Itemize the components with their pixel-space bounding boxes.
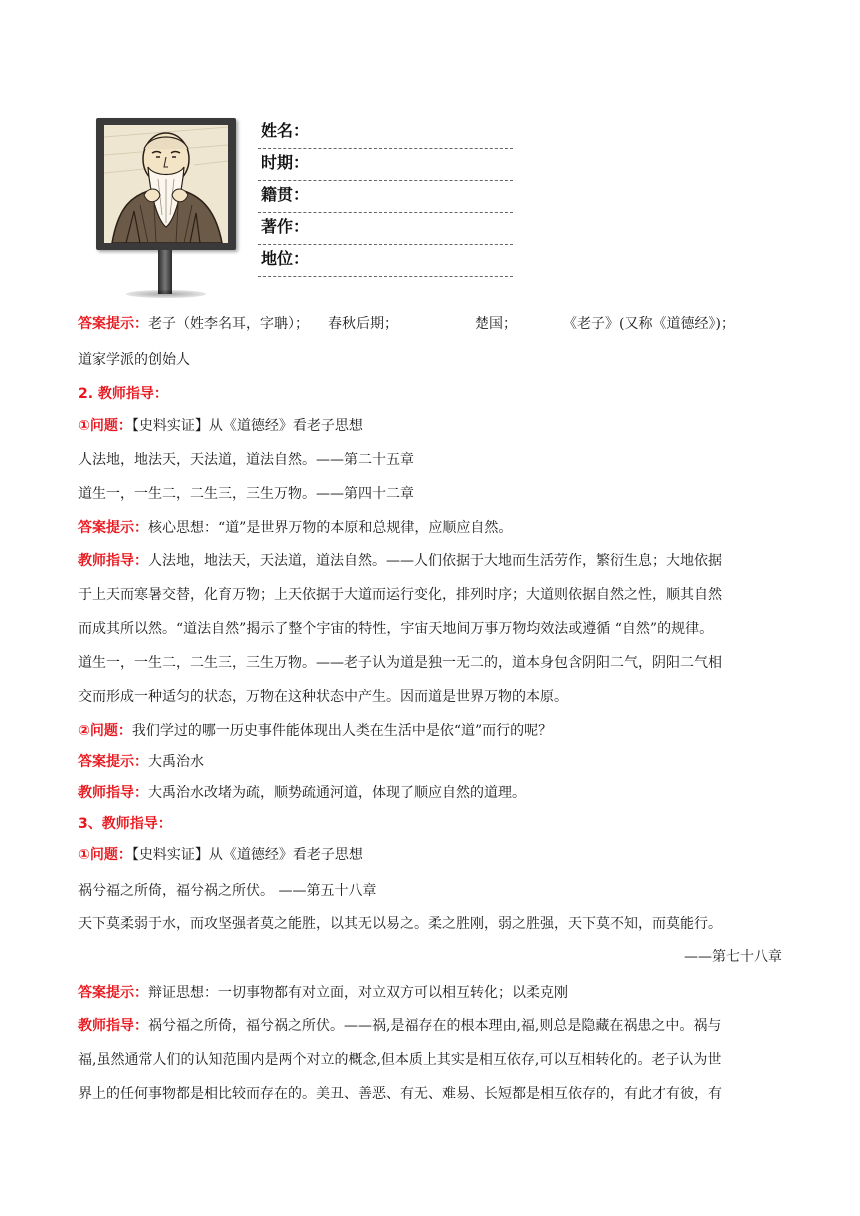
section3-answer1 <box>78 983 568 1003</box>
section3-quote2: 天下莫柔弱于水，而攻坚强者莫之能胜，以其无以易之。柔之胜刚，弱之胜强，天下莫不知，而莫能行。 <box>78 916 722 932</box>
guidance-text: 人法地，地法天，天法道，道法自然。——人们依据于大地而生活劳作，繁衍生息；大地依据 <box>148 553 722 569</box>
sign-base-shadow <box>126 290 206 298</box>
question-text: 【史料实证】从《道德经》看老子思想 <box>131 418 363 434</box>
section2-question1 <box>78 416 363 436</box>
answer-label: 答案提示： <box>78 520 148 536</box>
answer-name: 老子（姓李名耳，字聃）； <box>148 316 309 332</box>
section2-quote1: 人法地，地法天，天法道，道法自然。——第二十五章 <box>78 452 414 468</box>
guidance-text: 大禹治水改堵为疏，顺势疏通河道，体现了顺应自然的道理。 <box>148 785 526 801</box>
guidance-text: 祸兮福之所倚，福兮祸之所伏。——祸,是福存在的根本理由,福,则总是隐藏在祸患之中。祸与 <box>148 1018 722 1034</box>
laozi-portrait-image <box>104 125 228 243</box>
field-status: 地位： <box>258 245 513 277</box>
section2-answer1 <box>78 518 512 538</box>
section2-answer2 <box>78 752 204 772</box>
section3-guidance1-line1 <box>78 1016 721 1036</box>
section2-guidance2 <box>78 783 526 803</box>
section2-guidance1-line3: 而成其所以然。“道法自然”揭示了整个宇宙的特性，宇宙天地间万事万物均效法或遵循 “自然”的规律。 <box>78 621 714 637</box>
question-text: 我们学过的哪一历史事件能体现出人类在生活中是依“道”而行的呢？ <box>131 723 553 739</box>
section3-question1 <box>78 845 363 865</box>
answer-status: 道家学派的创始人 <box>78 352 190 368</box>
question-label: ①问题： <box>78 847 132 863</box>
guidance-label: 教师指导： <box>78 553 148 569</box>
section2-question2 <box>78 721 552 741</box>
section2-quote2: 道生一，一生二，二生三，三生万物。——第四十二章 <box>78 486 414 502</box>
section2-heading: 2. 教师指导： <box>78 386 168 402</box>
answer-label: 答案提示： <box>78 316 148 332</box>
answer-text: 核心思想：“道”是世界万物的本原和总规律，应顺应自然。 <box>148 520 513 536</box>
answer-text: 大禹治水 <box>148 754 204 770</box>
field-native-place: 籍贯： <box>258 181 513 213</box>
section3-quote2-source: ——第七十八章 <box>684 949 782 965</box>
section2-guidance1-line1 <box>78 551 722 571</box>
field-works: 著作： <box>258 213 513 245</box>
portrait-board <box>96 118 236 250</box>
section3-guidance1-line3: 界上的任何事物都是相比较而存在的。美丑、善恶、有无、难易、长短都是相互依存的，有此才有彼，有 <box>78 1086 722 1102</box>
laozi-portrait-sign <box>96 118 246 303</box>
answer-native-place: 楚国； <box>475 316 517 332</box>
question-label: ①问题： <box>78 418 132 434</box>
answer-works: 《老子》(又称《道德经》)； <box>563 316 735 332</box>
answer-text: 辩证思想：一切事物都有对立面，对立双方可以相互转化；以柔克刚 <box>148 985 568 1001</box>
answer-label: 答案提示： <box>78 985 148 1001</box>
section2-guidance1-line4: 道生一，一生二，二生三，三生万物。——老子认为道是独一无二的，道本身包含阴阳二气，阴阳二气相 <box>78 655 722 671</box>
answer-label: 答案提示： <box>78 754 148 770</box>
section2-guidance1-line2: 于上天而寒暑交替，化育万物；上天依据于大道而运行变化，排列时序；大道则依据自然之性，顺其自然 <box>78 587 722 603</box>
section2-guidance1-line5: 交而形成一种适匀的状态，万物在这种状态中产生。因而道是世界万物的本原。 <box>78 689 568 705</box>
question-label: ②问题： <box>78 723 132 739</box>
question-text: 【史料实证】从《道德经》看老子思想 <box>131 847 363 863</box>
answer-hint-profile <box>78 314 309 334</box>
section3-guidance1-line2: 福,虽然通常人们的认知范围内是两个对立的概念,但本质上其实是相互依存,可以互相转化的。老子认为世 <box>78 1052 722 1068</box>
answer-period: 春秋后期； <box>328 316 398 332</box>
field-period: 时期： <box>258 149 513 181</box>
guidance-label: 教师指导： <box>78 785 148 801</box>
section3-quote1: 祸兮福之所倚，福兮祸之所伏。 ——第五十八章 <box>78 883 377 899</box>
sign-post <box>158 250 172 294</box>
profile-fields <box>258 117 513 277</box>
guidance-label: 教师指导： <box>78 1018 148 1034</box>
field-name: 姓名： <box>258 117 513 149</box>
section3-heading: 3、教师指导： <box>78 816 172 832</box>
